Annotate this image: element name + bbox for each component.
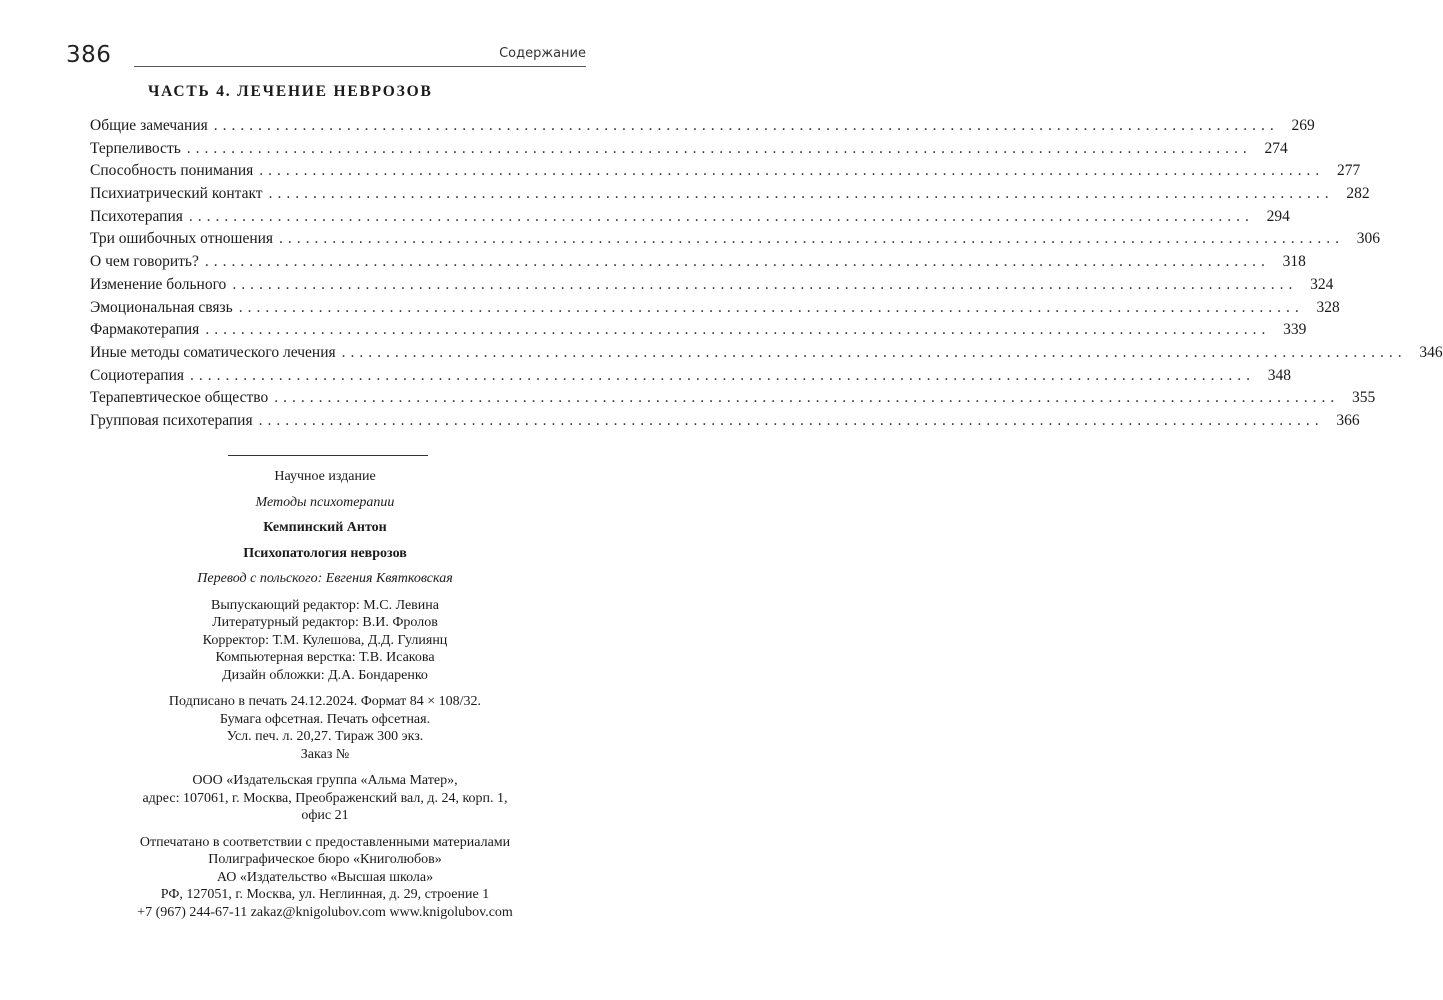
toc-entry: [90, 342, 1443, 365]
publisher-block: [0, 772, 650, 825]
toc-entry-title: Общие замечания: [90, 117, 208, 134]
toc-entry-title: Терпеливость: [90, 139, 181, 157]
toc-leader-dots: ........................................................................................................................: [232, 275, 1298, 293]
toc-leader-dots: ........................................................................................................................: [205, 321, 1271, 339]
toc-entry: [90, 365, 1292, 388]
toc-entry-page: 274: [1264, 139, 1288, 157]
toc-leader-dots: ........................................................................................................................: [268, 185, 1334, 203]
toc-entry-title: Фармакотерапия: [90, 321, 200, 339]
series-name: Методы психотерапии: [255, 494, 395, 510]
printer-block: [0, 834, 650, 922]
toc-entry-page: 366: [1336, 411, 1360, 429]
table-of-contents: [90, 115, 1443, 433]
toc-entry-page: 339: [1283, 321, 1307, 339]
toc-leader-dots: ........................................................................................................................: [204, 253, 1270, 271]
part-title: ЧАСТЬ 4. ЛЕЧЕНИЕ НЕВРОЗОВ: [148, 83, 433, 100]
toc-entry: [90, 228, 1381, 251]
toc-leader-dots: ........................................................................................................................: [341, 343, 1407, 361]
toc-entry: [90, 206, 1290, 229]
translation-credit: Перевод с польского: Евгения Квятковская: [197, 571, 453, 586]
printer-line: АО «Издательство «Высшая школа»: [216, 869, 434, 885]
toc-entry-page: 282: [1346, 185, 1370, 203]
toc-entry-title: Иные методы соматического лечения: [90, 343, 336, 361]
toc-entry-title: Эмоциональная связь: [90, 298, 233, 316]
toc-entry-page: 269: [1291, 117, 1315, 134]
toc-entry-page: 355: [1351, 389, 1376, 407]
page-number: 386: [66, 42, 112, 68]
separator-line: [228, 455, 428, 456]
toc-leader-dots: ........................................................................................................................: [279, 230, 1345, 248]
printer-line: Полиграфическое бюро «Книголюбов»: [208, 852, 442, 867]
toc-entry: [90, 138, 1288, 161]
print-info-line: Подписано в печать 24.12.2024. Формат 84 × 108/32.: [168, 694, 482, 709]
credit-line: Компьютерная верстка: Т.В. Исакова: [215, 650, 435, 665]
credit-line: Литературный редактор: В.И. Фролов: [212, 615, 438, 630]
toc-entry-page: 306: [1356, 230, 1381, 248]
toc-entry: [90, 183, 1370, 206]
running-head: Содержание: [499, 46, 586, 61]
author-name: Кемпинский Антон: [263, 520, 387, 535]
toc-leader-dots: ........................................................................................................................: [238, 298, 1304, 316]
toc-entry: [90, 297, 1340, 320]
toc-leader-dots: ........................................................................................................................: [190, 366, 1256, 384]
toc-entry: [90, 387, 1376, 410]
toc-entry: [90, 160, 1361, 183]
print-info-block: [0, 693, 650, 763]
toc-entry-page: 294: [1266, 207, 1290, 225]
toc-leader-dots: ........................................................................................................................: [186, 139, 1252, 157]
toc-entry: [90, 410, 1360, 433]
print-info-line: Усл. печ. л. 20,27. Тираж 300 экз.: [226, 729, 424, 744]
toc-leader-dots: ........................................................................................................................: [274, 389, 1340, 407]
toc-entry: [90, 274, 1334, 297]
toc-entry: [90, 251, 1306, 274]
toc-entry-title: О чем говорить?: [90, 253, 199, 271]
printer-line: Отпечатано в соответствии с предоставленными материалами: [139, 834, 511, 850]
toc-leader-dots: ........................................................................................................................: [258, 411, 1324, 429]
toc-entry-title: Терапевтическое общество: [90, 389, 269, 407]
header-rule: [134, 66, 586, 67]
printer-line: РФ, 127051, г. Москва, ул. Неглинная, д. 29, строение 1: [160, 887, 490, 902]
toc-entry: [90, 319, 1307, 342]
book-title: Психопатология неврозов: [243, 545, 407, 561]
toc-entry-title: Социотерапия: [90, 366, 185, 384]
print-info-line: Бумага офсетная. Печать офсетная.: [219, 711, 431, 727]
toc-entry-title: Психотерапия: [90, 207, 183, 225]
toc-leader-dots: ........................................................................................................................: [213, 117, 1279, 134]
imprint: [0, 468, 650, 921]
toc-leader-dots: ........................................................................................................................: [259, 162, 1325, 180]
toc-entry-page: 277: [1337, 162, 1361, 180]
toc-entry-title: Три ошибочных отношения: [90, 230, 274, 248]
publisher-line: офис 21: [301, 808, 349, 823]
toc-entry: [90, 115, 1315, 138]
printer-line: +7 (967) 244-67-11 zakaz@knigolubov.com www.knigolubov.com: [137, 904, 513, 920]
toc-entry-page: 348: [1267, 366, 1292, 384]
page-header: [66, 42, 586, 72]
toc-entry-page: 346: [1419, 343, 1443, 361]
toc-entry-page: 324: [1310, 275, 1334, 293]
credit-line: Выпускающий редактор: М.С. Левина: [211, 597, 439, 613]
credit-line: Дизайн обложки: Д.А. Бондаренко: [222, 667, 428, 683]
toc-entry-title: Групповая психотерапия: [90, 411, 253, 429]
print-info-line: Заказ №: [300, 746, 350, 762]
publisher-line: ООО «Издательская группа «Альма Матер»,: [192, 773, 458, 788]
toc-entry-title: Способность понимания: [90, 162, 254, 180]
credits-block: [0, 597, 650, 685]
toc-leader-dots: ........................................................................................................................: [188, 207, 1254, 225]
toc-entry-page: 328: [1316, 298, 1340, 316]
edition-type: Научное издание: [274, 469, 376, 484]
toc-entry-title: Психиатрический контакт: [90, 185, 263, 203]
toc-entry-page: 318: [1282, 253, 1306, 271]
toc-entry-title: Изменение больного: [90, 275, 227, 293]
credit-line: Корректор: Т.М. Кулешова, Д.Д. Гулиянц: [202, 632, 448, 648]
publisher-line: адрес: 107061, г. Москва, Преображенский вал, д. 24, корп. 1,: [142, 790, 508, 806]
